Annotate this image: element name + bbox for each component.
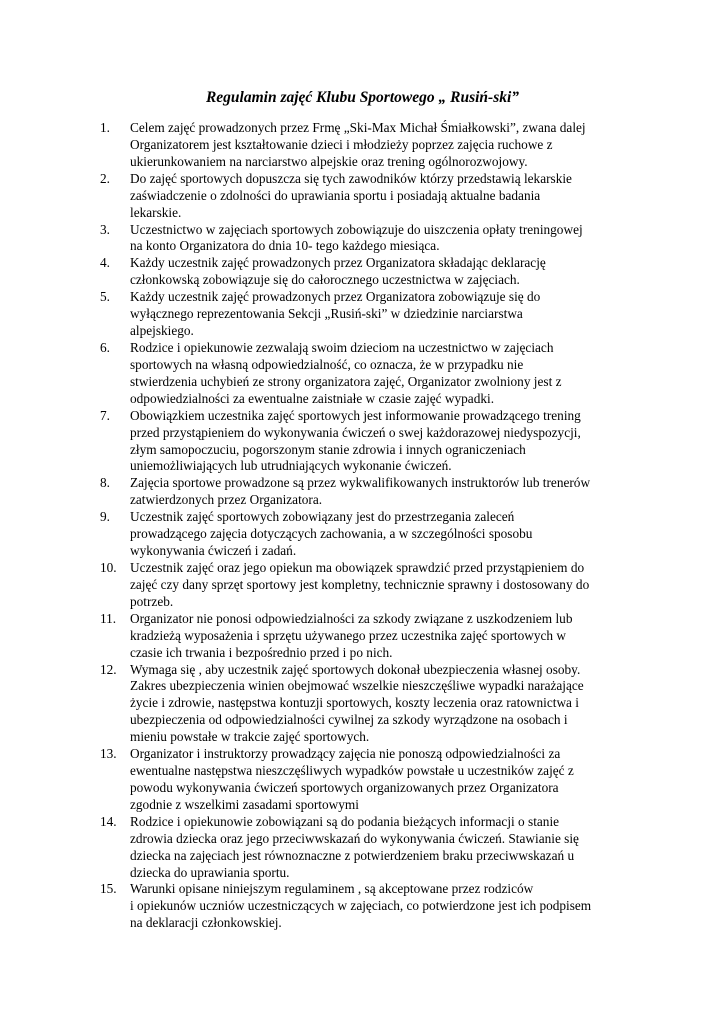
rule-text-line: potrzeb. xyxy=(130,593,174,609)
rule-text-line: kradzieżą wyposażenia i sprzętu używanego przez uczestnika zajęć sportowych w xyxy=(130,627,567,643)
rule-text-line: na deklaracji członkowskiej. xyxy=(130,915,282,931)
rule-text xyxy=(130,120,660,171)
rule-item xyxy=(100,171,660,222)
rule-text-line: stwierdzenia uchybień ze strony organizatora zajęć, Organizator zwolniony jest z xyxy=(130,373,562,389)
rule-text-line: powodu wykonywania ćwiczeń sportowych organizowanych przez Organizatora xyxy=(130,779,559,795)
rule-text xyxy=(130,408,660,476)
rule-text-line: Każdy uczestnik zajęć prowadzonych przez Organizatora składając deklarację xyxy=(130,255,546,271)
rule-text-line: Wymaga się , aby uczestnik zajęć sportowych dokonał ubezpieczenia własnej osoby. xyxy=(130,661,581,677)
rule-text-line: Warunki opisane niniejszym regulaminem , są akceptowane przez rodziców xyxy=(130,881,534,897)
rule-number: 2. xyxy=(100,170,110,186)
rule-text xyxy=(130,255,660,289)
rule-text-line: zatwierdzonych przez Organizatora. xyxy=(130,492,323,508)
rule-item xyxy=(100,814,660,882)
rule-text-line: prowadzącego zajęcia dotyczących zachowania, a w szczególności sposobu xyxy=(130,526,533,542)
rule-number: 8. xyxy=(100,475,110,491)
rule-text-line: złym samopoczuciu, pogorszonym stanie zdrowia i innych ograniczeniach xyxy=(130,441,526,457)
rule-text-line: Do zajęć sportowych dopuszcza się tych zawodników którzy przedstawią lekarskie xyxy=(130,170,572,186)
rule-text-line: lekarskie. xyxy=(130,204,182,220)
rule-text-line: dziecka na zajęciach jest równoznaczne z potwierdzeniem braku przeciwwskazań u xyxy=(130,847,575,863)
rule-text-line: przed przystąpieniem do wykonywania ćwiczeń o swej każdorazowej niedyspozycji, xyxy=(130,424,581,440)
rule-text-line: Organizatorem jest kształtowanie dzieci i młodzieży poprzez zajęcia ruchowe z xyxy=(130,136,553,152)
rule-text-line: wykonywania ćwiczeń i zadań. xyxy=(130,543,297,559)
rule-number: 11. xyxy=(100,610,117,626)
rule-text xyxy=(130,509,660,560)
rule-item xyxy=(100,611,660,662)
rule-text xyxy=(130,289,660,340)
rule-number: 4. xyxy=(100,255,110,271)
rule-text xyxy=(130,475,660,509)
rule-text xyxy=(130,746,660,814)
rule-text-line: uniemożliwiających lub utrudniających wykonanie ćwiczeń. xyxy=(130,458,452,474)
rule-item xyxy=(100,662,660,747)
rule-number: 6. xyxy=(100,339,110,355)
rule-text-line: ewentualne następstwa nieszczęśliwych wypadków powstałe u uczestników zajęć z xyxy=(130,763,574,779)
rule-text-line: Rodzice i opiekunowie zezwalają swoim dzieciom na uczestnictwo w zajęciach xyxy=(130,339,554,355)
rule-text-line: na konto Organizatora do dnia 10- tego każdego miesiąca. xyxy=(130,238,440,254)
rule-text-line: Organizator i instruktorzy prowadzący zajęcia nie ponoszą odpowiedzialności za xyxy=(130,746,561,762)
rule-text-line: sportowych na własną odpowiedzialność, co oznacza, że w przypadku nie xyxy=(130,356,524,372)
rule-number: 9. xyxy=(100,509,110,525)
rule-item xyxy=(100,475,660,509)
rule-text xyxy=(130,340,660,408)
rule-number: 1. xyxy=(100,120,110,135)
rule-text xyxy=(130,814,660,882)
rule-text-line: Uczestnik zajęć sportowych zobowiązany jest do przestrzegania zaleceń xyxy=(130,509,515,525)
rule-item xyxy=(100,408,660,476)
rule-number: 12. xyxy=(100,661,117,677)
rule-item xyxy=(100,509,660,560)
rule-text-line: Uczestnik zajęć oraz jego opiekun ma obowiązek sprawdzić przed przystąpieniem do xyxy=(130,559,585,575)
rule-text-line: ubezpieczenia od odpowiedzialności cywilnej za szkody wyrządzone na osobach i xyxy=(130,712,568,728)
rule-text-line: zaświadczenie o zdolności do uprawiania sportu i posiadają aktualne badania xyxy=(130,187,541,203)
rule-text-line: życie i zdrowie, następstwa kontuzji sportowych, koszty leczenia oraz ratownictwa i xyxy=(130,695,579,711)
rule-text-line: Celem zajęć prowadzonych przez Frmę „Ski-Max Michał Śmiałkowski”, zwana dalej xyxy=(130,120,586,135)
rule-text xyxy=(130,560,660,611)
rule-number: 13. xyxy=(100,746,117,762)
rule-text-line: wyłącznego reprezentowania Sekcji „Rusiń-ski” w dziedzinie narciarstwa xyxy=(130,306,523,322)
rule-text-line: alpejskiego. xyxy=(130,323,194,339)
rule-item xyxy=(100,746,660,814)
rule-text-line: zajęć czy dany sprzęt sportowy jest kompletny, technicznie sprawny i dostosowany do xyxy=(130,576,590,592)
rule-text xyxy=(130,881,660,932)
rule-item xyxy=(100,881,660,932)
rule-number: 5. xyxy=(100,289,110,305)
rule-number: 10. xyxy=(100,559,117,575)
rule-number: 14. xyxy=(100,813,117,829)
rule-item xyxy=(100,289,660,340)
rule-text-line: Zajęcia sportowe prowadzone są przez wykwalifikowanych instruktorów lub trenerów xyxy=(130,475,591,491)
rule-text-line: zgodnie z wszelkimi zasadami sportowymi xyxy=(130,796,359,812)
rules-list xyxy=(100,120,660,932)
rule-item xyxy=(100,120,660,171)
rule-text-line: czasie ich trwania i bezpośrednio przed i po nich. xyxy=(130,644,393,660)
rule-text xyxy=(130,171,660,222)
rule-text-line: Każdy uczestnik zajęć prowadzonych przez Organizatora zobowiązuje się do xyxy=(130,289,541,305)
document-title: Regulamin zajęć Klubu Sportowego „ Rusiń-ski” xyxy=(205,89,520,106)
rule-item xyxy=(100,255,660,289)
rule-text xyxy=(130,662,660,747)
rule-text xyxy=(130,222,660,256)
rule-text-line: Uczestnictwo w zajęciach sportowych zobowiązuje do uiszczenia opłaty treningowej xyxy=(130,221,583,237)
rule-text-line: Rodzice i opiekunowie zobowiązani są do podania bieżących informacji o stanie xyxy=(130,813,560,829)
rule-text xyxy=(130,611,660,662)
rule-text-line: mieniu powstałe w trakcie zajęć sportowych. xyxy=(130,729,370,745)
rule-text-line: ukierunkowaniem na narciarstwo alpejskie oraz trening ogólnorozwojowy. xyxy=(130,153,528,169)
rule-text-line: Organizator nie ponosi odpowiedzialności za szkody związane z uszkodzeniem lub xyxy=(130,610,573,626)
rule-number: 7. xyxy=(100,407,110,423)
rule-text-line: odpowiedzialności za ewentualne zaistniałe w czasie zajęć wypadki. xyxy=(130,390,495,406)
rule-text-line: zdrowia dziecka oraz jego przeciwwskazań do wykonywania ćwiczeń. Stawianie się xyxy=(130,830,579,846)
rule-text-line: Obowiązkiem uczestnika zajęć sportowych jest informowanie prowadzącego trening xyxy=(130,407,581,423)
rule-number: 15. xyxy=(100,881,117,897)
rule-text-line: dziecka do uprawiania sportu. xyxy=(130,864,290,880)
rule-text-line: Zakres ubezpieczenia winien obejmować wszelkie nieszczęśliwe wypadki narażające xyxy=(130,678,584,694)
rule-text-line: i opiekunów uczniów uczestniczących w zajęciach, co potwierdzone jest ich podpisem xyxy=(130,898,592,914)
rule-item xyxy=(100,222,660,256)
rule-item xyxy=(100,560,660,611)
rule-number: 3. xyxy=(100,221,110,237)
rule-text-line: członkowską zobowiązuje się do całorocznego uczestnictwa w zajęciach. xyxy=(130,272,520,288)
rule-item xyxy=(100,340,660,408)
